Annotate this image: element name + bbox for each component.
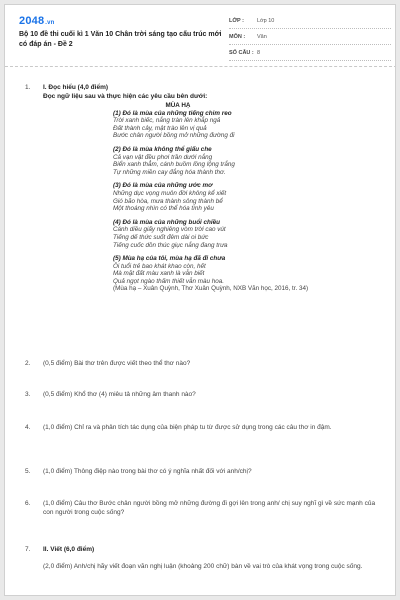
question-text: (0,5 điểm) Bài thơ trên được viết theo thể thơ nào? [43, 360, 191, 367]
poem: MÙA HẠ (1) Đó là mùa của những tiếng chim reo Trời xanh biếc, nắng tràn lên khắp ngả Đất thành cây, mật trào lên vị quả Bước chân người bồng mở những đường đi (2) Đó là mùa không thể giấu che Cả vạn vật đều phơi trần dưới nắng Biển xanh thẳm, cánh buồm lồng lộng trắng Tự những miền cay đắng hóa thành thơ. (3) Đó là mùa của những ước mơ Những dục vọng muôn đời không kể xiết Gió bão hòa, mưa thành sông thành bể Một thoáng nhìn có thể hóa tình yêu (4) Đó là mùa của những buổi chiều Cánh diều giấy nghiêng vòm trời cao vút Tiếng dế thức suốt đêm dài oi bức Tiếng cuốc dồn thúc giục nắng đang trưa (5) Mùa hạ của tôi, mùa hạ đã đi chưa Ôi tuổi trẻ bao khát khao còn, hết Mà mặt đất màu xanh là vẫn biết Quả ngọt ngào thấm thiết vẫn màu hoa. (Mùa hạ – Xuân Quỳnh, Thơ Xuân Quỳnh, NXB Văn học, 2016, tr. 34) [113, 102, 353, 293]
question-text: (1,0 điểm) Thông điệp nào trong bài thơ có ý nghĩa nhất đối với anh/chị? [43, 468, 252, 475]
poem-title: MÙA HẠ [165, 102, 191, 109]
question-text: (0,5 điểm) Khổ thơ (4) miêu tả những âm thanh nào? [43, 391, 196, 398]
question-text: (1,0 điểm) Chỉ ra và phân tích tác dụng của biện pháp tu từ được sử dụng trong các câu thơ in đậm. [43, 424, 332, 431]
section-heading: II. Viết (6,0 điểm) [43, 546, 95, 553]
meta-row-subject: MÔN : Văn [229, 29, 391, 45]
section-heading: I. Đọc hiểu (4,0 điểm) [43, 84, 109, 91]
site-logo[interactable]: 2048.vn [19, 15, 55, 27]
page-header [5, 5, 396, 67]
exam-meta [229, 13, 391, 61]
question-text: Đọc ngữ liệu sau và thực hiện các yêu cầu bên dưới: [43, 93, 208, 100]
question-text: (1,0 điểm) Câu thơ Bước chân người bồng mở những đường đi gợi lên trong anh/ chị suy nghĩ gì về sức mạnh của con người trong cuộc sống? [43, 500, 376, 516]
exam-title: Bộ 10 đề thi cuối kì 1 Văn 10 Chân trời sáng tạo cấu trúc mới có đáp án - Đề 2 [19, 31, 222, 48]
meta-row-class: LỚP : Lớp 10 [229, 13, 391, 29]
poem-source: (Mùa hạ – Xuân Quỳnh, Thơ Xuân Quỳnh, NXB Văn học, 2016, tr. 34) [113, 285, 309, 293]
meta-row-count: SỐ CÂU : 8 [229, 45, 391, 61]
exam-page: 2048.vn Bộ 10 đề thi cuối kì 1 Văn 10 Chân trời sáng tạo cấu trúc mới có đáp án - Đề 2 LỚP : Lớp 10 MÔN : Văn SỐ CÂU : 8 1. I. Đọc hiểu (4,0 điểm) Đọc ngữ liệu sau và thực hiện các yêu cầu bên dưới: MÙA HẠ (1) Đó là mùa của những tiếng chim reo Trời xanh biếc, nắng tràn lên khắp ngả Đất thành cây, mật trào lên vị quả Bước chân người bồng mở những đường đi (2) Đó là mùa không thể giấu che Cả vạn vật đều phơi trần dưới nắng Biển xanh thẳm, cánh buồm lồng lộng trắng Tự những miền cay đắng hóa thành thơ. (3) Đó là mùa của những ước mơ Những dục vọng muôn đời không kể xiết Gió bão hòa, mưa thành sông thành bể Một thoáng nhìn có thể hóa tình yêu (4) Đó là mùa của những buổi chiều Cánh diều giấy nghiêng vòm trời cao vút Tiếng dế thức suốt đêm dài oi bức Tiếng cuốc dồn thúc giục nắng đang trưa (5) Mùa hạ của tôi, mùa hạ đã đi chưa Ôi tuổi trẻ bao khát khao còn, hết Mà mặt đất màu xanh là vẫn biết Quả ngọt ngào thấm thiết vẫn màu hoa. (Mùa hạ – Xuân Quỳnh, Thơ Xuân Quỳnh, NXB Văn học, 2016, tr. 34) 2. (0,5 điểm) Bài thơ trên được viết theo thể thơ nào? 3. (0,5 điểm) Khổ thơ (4) miêu tả những âm thanh nào? 4. (1,0 điểm) Chỉ ra và phân tích tác dụng của biện pháp tu từ được sử dụng trong các câu thơ in đậm. 5. (1,0 điểm) Thông điệp nào trong bài thơ có ý nghĩa nhất đối với anh/chị? 6. (1,0 điểm) Câu thơ Bước chân người bồng mở những đường đi gợi lên trong anh/ chị suy nghĩ gì về sức mạnh của con người trong cuộc sống? 7. II. Viết (6,0 điểm) (2,0 điểm) Anh/chị hãy viết đoạn văn nghị luận (khoảng 200 chữ) bàn về vai trò của khát vọng trong cuộc sống. [4, 4, 396, 596]
question-text: (2,0 điểm) Anh/chị hãy viết đoạn văn nghị luận (khoảng 200 chữ) bàn về vai trò của khát vọng trong cuộc sống. [43, 563, 363, 570]
